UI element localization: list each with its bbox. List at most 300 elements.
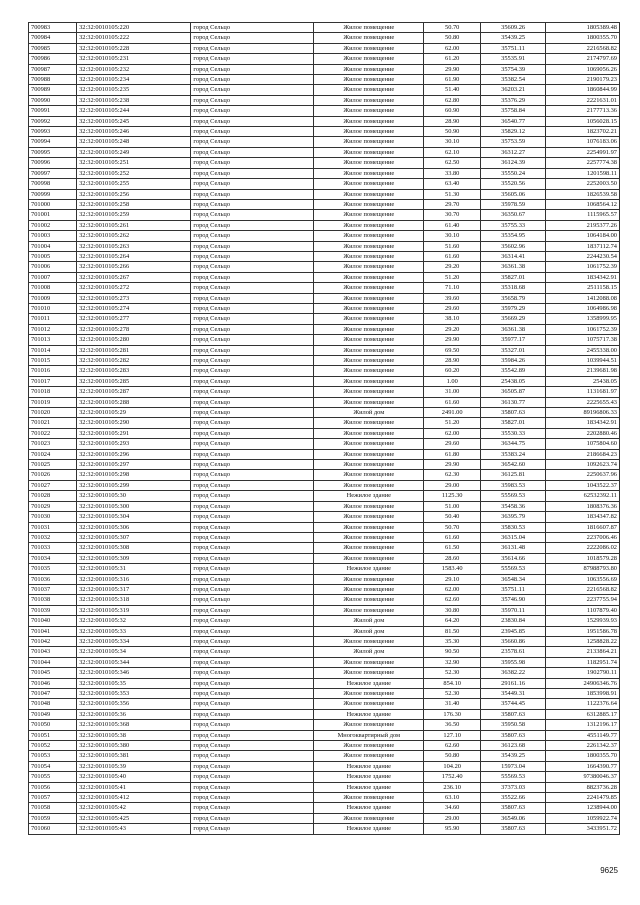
object-type-cell: Жилое помещение: [314, 522, 424, 532]
locality-cell: город Сельцо: [191, 616, 314, 626]
cadastral-value-cell: 25438.05: [546, 376, 620, 386]
cadastral-number-cell: 32:32:0010105:381: [77, 751, 191, 761]
cadastral-value-cell: 1837112.74: [546, 241, 620, 251]
table-row: [29, 33, 620, 43]
cadastral-number-cell: 32:32:0010105:41: [77, 782, 191, 792]
object-type-cell: Жилой дом: [314, 616, 424, 626]
row-number-cell: 701012: [29, 324, 77, 334]
table-row: [29, 793, 620, 803]
object-type-cell: Жилое помещение: [314, 168, 424, 178]
cadastral-value-cell: 1043522.37: [546, 480, 620, 490]
cadastral-value-cell: 2252003.50: [546, 179, 620, 189]
row-number-cell: 701023: [29, 439, 77, 449]
locality-cell: город Сельцо: [191, 636, 314, 646]
area-cell: 52.30: [424, 689, 481, 699]
cadastral-number-cell: 32:32:0010105:308: [77, 543, 191, 553]
area-cell: 51.00: [424, 501, 481, 511]
unit-value-cell: 35746.90: [481, 595, 546, 605]
area-cell: 30.80: [424, 605, 481, 615]
object-type-cell: Жилое помещение: [314, 33, 424, 43]
page-number: 9625: [600, 866, 618, 875]
cadastral-number-cell: 32:32:0010105:33: [77, 626, 191, 636]
unit-value-cell: 35754.39: [481, 64, 546, 74]
table-row: [29, 231, 620, 241]
cadastral-value-cell: 1092623.74: [546, 460, 620, 470]
cadastral-value-cell: 1823702.21: [546, 127, 620, 137]
unit-value-cell: 36125.81: [481, 470, 546, 480]
table-row: [29, 439, 620, 449]
row-number-cell: 701041: [29, 626, 77, 636]
cadastral-number-cell: 32:32:0010105:244: [77, 106, 191, 116]
area-cell: 29.60: [424, 439, 481, 449]
area-cell: 28.90: [424, 356, 481, 366]
unit-value-cell: 36130.77: [481, 397, 546, 407]
unit-value-cell: 35807.63: [481, 709, 546, 719]
area-cell: 63.10: [424, 793, 481, 803]
object-type-cell: Жилое помещение: [314, 480, 424, 490]
row-number-cell: 701022: [29, 428, 77, 438]
area-cell: 29.00: [424, 480, 481, 490]
locality-cell: город Сельцо: [191, 158, 314, 168]
locality-cell: город Сельцо: [191, 460, 314, 470]
unit-value-cell: 36203.21: [481, 85, 546, 95]
table-row: [29, 43, 620, 53]
unit-value-cell: 35807.63: [481, 730, 546, 740]
unit-value-cell: 35354.95: [481, 231, 546, 241]
unit-value-cell: 35979.29: [481, 303, 546, 313]
cadastral-value-cell: 1061752.39: [546, 262, 620, 272]
unit-value-cell: 35758.84: [481, 106, 546, 116]
locality-cell: город Сельцо: [191, 43, 314, 53]
area-cell: 29.20: [424, 324, 481, 334]
area-cell: 63.40: [424, 179, 481, 189]
unit-value-cell: 35439.25: [481, 33, 546, 43]
area-cell: 64.20: [424, 616, 481, 626]
table-row: [29, 303, 620, 313]
area-cell: 62.60: [424, 741, 481, 751]
unit-value-cell: 35744.45: [481, 699, 546, 709]
cadastral-number-cell: 32:32:0010105:264: [77, 251, 191, 261]
locality-cell: город Сельцо: [191, 741, 314, 751]
cadastral-number-cell: 32:32:0010105:309: [77, 553, 191, 563]
area-cell: 61.60: [424, 532, 481, 542]
row-number-cell: 701016: [29, 366, 77, 376]
unit-value-cell: 35535.91: [481, 54, 546, 64]
table-row: [29, 95, 620, 105]
unit-value-cell: 36123.68: [481, 741, 546, 751]
cadastral-number-cell: 32:32:0010105:222: [77, 33, 191, 43]
cadastral-value-cell: 3433951.72: [546, 824, 620, 834]
cadastral-value-cell: 1064184.00: [546, 231, 620, 241]
area-cell: 29.60: [424, 303, 481, 313]
cadastral-number-cell: 32:32:0010105:290: [77, 418, 191, 428]
object-type-cell: Жилое помещение: [314, 303, 424, 313]
object-type-cell: Жилое помещение: [314, 272, 424, 282]
cadastral-value-cell: 1063556.69: [546, 574, 620, 584]
area-cell: 1125.30: [424, 491, 481, 501]
cadastral-number-cell: 32:32:0010105:31: [77, 564, 191, 574]
unit-value-cell: 15973.04: [481, 761, 546, 771]
cadastral-number-cell: 32:32:0010105:296: [77, 449, 191, 459]
row-number-cell: 700998: [29, 179, 77, 189]
object-type-cell: Нежилое здание: [314, 761, 424, 771]
table-row: [29, 168, 620, 178]
area-cell: 62.60: [424, 595, 481, 605]
cadastral-value-cell: 2222086.02: [546, 543, 620, 553]
locality-cell: город Сельцо: [191, 262, 314, 272]
table-row: [29, 116, 620, 126]
object-type-cell: Нежилое здание: [314, 803, 424, 813]
locality-cell: город Сельцо: [191, 345, 314, 355]
cadastral-number-cell: 32:32:0010105:297: [77, 460, 191, 470]
area-cell: 28.60: [424, 553, 481, 563]
object-type-cell: Жилое помещение: [314, 127, 424, 137]
area-cell: 95.90: [424, 824, 481, 834]
cadastral-value-cell: 1312196.17: [546, 720, 620, 730]
cadastral-value-cell: 2221631.01: [546, 95, 620, 105]
table-row: [29, 241, 620, 251]
object-type-cell: Нежилое здание: [314, 709, 424, 719]
row-number-cell: 700993: [29, 127, 77, 137]
cadastral-value-cell: 2190179.23: [546, 75, 620, 85]
locality-cell: город Сельцо: [191, 137, 314, 147]
unit-value-cell: 35984.26: [481, 356, 546, 366]
object-type-cell: Жилое помещение: [314, 636, 424, 646]
cadastral-number-cell: 32:32:0010105:318: [77, 595, 191, 605]
cadastral-value-cell: 1075717.38: [546, 335, 620, 345]
object-type-cell: Жилое помещение: [314, 574, 424, 584]
area-cell: 50.80: [424, 33, 481, 43]
object-type-cell: Жилое помещение: [314, 595, 424, 605]
cadastral-number-cell: 32:32:0010105:36: [77, 709, 191, 719]
unit-value-cell: 35439.25: [481, 751, 546, 761]
table-row: [29, 210, 620, 220]
unit-value-cell: 35614.66: [481, 553, 546, 563]
table-row: [29, 709, 620, 719]
table-row: [29, 418, 620, 428]
table-row: [29, 408, 620, 418]
cadastral-number-cell: 32:32:0010105:317: [77, 584, 191, 594]
object-type-cell: Жилое помещение: [314, 179, 424, 189]
area-cell: 62.00: [424, 584, 481, 594]
area-cell: 51.60: [424, 241, 481, 251]
unit-value-cell: 36131.48: [481, 543, 546, 553]
cadastral-number-cell: 32:32:0010105:248: [77, 137, 191, 147]
object-type-cell: Жилое помещение: [314, 251, 424, 261]
table-row: [29, 345, 620, 355]
cadastral-value-table: [28, 22, 620, 835]
object-type-cell: Жилое помещение: [314, 85, 424, 95]
cadastral-number-cell: 32:32:0010105:252: [77, 168, 191, 178]
object-type-cell: Жилое помещение: [314, 314, 424, 324]
locality-cell: город Сельцо: [191, 512, 314, 522]
cadastral-number-cell: 32:32:0010105:316: [77, 574, 191, 584]
locality-cell: город Сельцо: [191, 553, 314, 563]
cadastral-value-cell: 1834342.91: [546, 272, 620, 282]
object-type-cell: Жилое помещение: [314, 147, 424, 157]
table-row: [29, 335, 620, 345]
object-type-cell: Жилое помещение: [314, 470, 424, 480]
object-type-cell: Жилое помещение: [314, 64, 424, 74]
table-row: [29, 376, 620, 386]
unit-value-cell: 25438.05: [481, 376, 546, 386]
row-number-cell: 701033: [29, 543, 77, 553]
area-cell: 61.80: [424, 449, 481, 459]
table-row: [29, 199, 620, 209]
object-type-cell: Жилое помещение: [314, 106, 424, 116]
locality-cell: город Сельцо: [191, 574, 314, 584]
cadastral-number-cell: 32:32:0010105:40: [77, 772, 191, 782]
row-number-cell: 701060: [29, 824, 77, 834]
object-type-cell: Жилое помещение: [314, 356, 424, 366]
locality-cell: город Сельцо: [191, 199, 314, 209]
locality-cell: город Сельцо: [191, 85, 314, 95]
cadastral-number-cell: 32:32:0010105:412: [77, 793, 191, 803]
unit-value-cell: 36382.22: [481, 668, 546, 678]
table-row: [29, 761, 620, 771]
object-type-cell: Нежилое здание: [314, 782, 424, 792]
unit-value-cell: 36542.60: [481, 460, 546, 470]
object-type-cell: Жилое помещение: [314, 137, 424, 147]
locality-cell: город Сельцо: [191, 231, 314, 241]
row-number-cell: 700983: [29, 23, 77, 33]
row-number-cell: 701049: [29, 709, 77, 719]
cadastral-number-cell: 32:32:0010105:232: [77, 64, 191, 74]
row-number-cell: 701027: [29, 480, 77, 490]
unit-value-cell: 35530.33: [481, 428, 546, 438]
locality-cell: город Сельцо: [191, 824, 314, 834]
cadastral-value-cell: 1182951.74: [546, 657, 620, 667]
unit-value-cell: 35830.53: [481, 522, 546, 532]
cadastral-number-cell: 32:32:0010105:235: [77, 85, 191, 95]
table-row: [29, 751, 620, 761]
cadastral-number-cell: 32:32:0010105:234: [77, 75, 191, 85]
row-number-cell: 701056: [29, 782, 77, 792]
table-row: [29, 647, 620, 657]
table-row: [29, 293, 620, 303]
cadastral-value-cell: 1064986.98: [546, 303, 620, 313]
cadastral-number-cell: 32:32:0010105:267: [77, 272, 191, 282]
locality-cell: город Сельцо: [191, 356, 314, 366]
area-cell: 61.90: [424, 75, 481, 85]
cadastral-number-cell: 32:32:0010105:255: [77, 179, 191, 189]
cadastral-value-cell: 1800355.70: [546, 33, 620, 43]
locality-cell: город Сельцо: [191, 397, 314, 407]
locality-cell: город Сельцо: [191, 127, 314, 137]
row-number-cell: 701040: [29, 616, 77, 626]
row-number-cell: 700990: [29, 95, 77, 105]
area-cell: 61.60: [424, 397, 481, 407]
object-type-cell: Жилое помещение: [314, 376, 424, 386]
unit-value-cell: 36505.87: [481, 387, 546, 397]
locality-cell: город Сельцо: [191, 303, 314, 313]
cadastral-value-cell: 1069056.26: [546, 64, 620, 74]
row-number-cell: 701039: [29, 605, 77, 615]
locality-cell: город Сельцо: [191, 751, 314, 761]
area-cell: 1752.40: [424, 772, 481, 782]
cadastral-table-container: [28, 22, 620, 835]
cadastral-number-cell: 32:32:0010105:353: [77, 689, 191, 699]
unit-value-cell: 35449.31: [481, 689, 546, 699]
row-number-cell: 701030: [29, 512, 77, 522]
object-type-cell: Жилое помещение: [314, 158, 424, 168]
cadastral-value-cell: 1826539.58: [546, 189, 620, 199]
cadastral-number-cell: 32:32:0010105:304: [77, 512, 191, 522]
row-number-cell: 701029: [29, 501, 77, 511]
unit-value-cell: 37373.03: [481, 782, 546, 792]
area-cell: 2491.00: [424, 408, 481, 418]
locality-cell: город Сельцо: [191, 283, 314, 293]
unit-value-cell: 55569.53: [481, 564, 546, 574]
cadastral-value-cell: 2241479.85: [546, 793, 620, 803]
object-type-cell: Жилое помещение: [314, 584, 424, 594]
table-row: [29, 220, 620, 230]
cadastral-value-cell: 1201598.11: [546, 168, 620, 178]
locality-cell: город Сельцо: [191, 501, 314, 511]
object-type-cell: Жилое помещение: [314, 241, 424, 251]
locality-cell: город Сельцо: [191, 709, 314, 719]
area-cell: 61.20: [424, 54, 481, 64]
cadastral-number-cell: 32:32:0010105:228: [77, 43, 191, 53]
cadastral-value-cell: 87988793.80: [546, 564, 620, 574]
object-type-cell: Жилое помещение: [314, 54, 424, 64]
cadastral-number-cell: 32:32:0010105:293: [77, 439, 191, 449]
area-cell: 30.10: [424, 231, 481, 241]
area-cell: 50.90: [424, 127, 481, 137]
area-cell: 32.90: [424, 657, 481, 667]
locality-cell: город Сельцо: [191, 116, 314, 126]
area-cell: 176.30: [424, 709, 481, 719]
unit-value-cell: 36361.38: [481, 324, 546, 334]
table-row: [29, 720, 620, 730]
row-number-cell: 701037: [29, 584, 77, 594]
area-cell: 50.70: [424, 522, 481, 532]
cadastral-number-cell: 32:32:0010105:30: [77, 491, 191, 501]
table-row: [29, 803, 620, 813]
row-number-cell: 701032: [29, 532, 77, 542]
object-type-cell: Жилое помещение: [314, 668, 424, 678]
table-row: [29, 397, 620, 407]
row-number-cell: 701036: [29, 574, 77, 584]
cadastral-number-cell: 32:32:0010105:306: [77, 522, 191, 532]
row-number-cell: 700996: [29, 158, 77, 168]
area-cell: 1583.40: [424, 564, 481, 574]
object-type-cell: Жилое помещение: [314, 512, 424, 522]
object-type-cell: Нежилое здание: [314, 772, 424, 782]
cadastral-value-cell: 1808376.36: [546, 501, 620, 511]
locality-cell: город Сельцо: [191, 678, 314, 688]
cadastral-number-cell: 32:32:0010105:43: [77, 824, 191, 834]
area-cell: 38.10: [424, 314, 481, 324]
object-type-cell: Жилое помещение: [314, 262, 424, 272]
cadastral-number-cell: 32:32:0010105:262: [77, 231, 191, 241]
table-row: [29, 699, 620, 709]
row-number-cell: 701020: [29, 408, 77, 418]
area-cell: 127.10: [424, 730, 481, 740]
row-number-cell: 700988: [29, 75, 77, 85]
row-number-cell: 701003: [29, 231, 77, 241]
row-number-cell: 701042: [29, 636, 77, 646]
locality-cell: город Сельцо: [191, 147, 314, 157]
cadastral-number-cell: 32:32:0010105:263: [77, 241, 191, 251]
locality-cell: город Сельцо: [191, 335, 314, 345]
unit-value-cell: 35327.01: [481, 345, 546, 355]
unit-value-cell: 35658.79: [481, 293, 546, 303]
unit-value-cell: 35983.53: [481, 480, 546, 490]
table-row: [29, 553, 620, 563]
unit-value-cell: 35807.63: [481, 408, 546, 418]
locality-cell: город Сельцо: [191, 793, 314, 803]
area-cell: 62.00: [424, 43, 481, 53]
object-type-cell: Жилое помещение: [314, 283, 424, 293]
unit-value-cell: 35807.63: [481, 803, 546, 813]
locality-cell: город Сельцо: [191, 605, 314, 615]
cadastral-number-cell: 32:32:0010105:368: [77, 720, 191, 730]
row-number-cell: 700999: [29, 189, 77, 199]
area-cell: 62.10: [424, 147, 481, 157]
unit-value-cell: 35542.89: [481, 366, 546, 376]
unit-value-cell: 35807.63: [481, 824, 546, 834]
cadastral-number-cell: 32:32:0010105:283: [77, 366, 191, 376]
cadastral-number-cell: 32:32:0010105:261: [77, 220, 191, 230]
row-number-cell: 701038: [29, 595, 77, 605]
object-type-cell: Жилой дом: [314, 408, 424, 418]
cadastral-value-cell: 1805389.48: [546, 23, 620, 33]
cadastral-value-cell: 2174797.69: [546, 54, 620, 64]
cadastral-value-cell: 1238944.00: [546, 803, 620, 813]
locality-cell: город Сельцо: [191, 387, 314, 397]
object-type-cell: Жилое помещение: [314, 345, 424, 355]
cadastral-number-cell: 32:32:0010105:344: [77, 657, 191, 667]
object-type-cell: Жилое помещение: [314, 657, 424, 667]
cadastral-number-cell: 32:32:0010105:307: [77, 532, 191, 542]
unit-value-cell: 55569.53: [481, 772, 546, 782]
area-cell: 51.30: [424, 189, 481, 199]
cadastral-number-cell: 32:32:0010105:38: [77, 730, 191, 740]
row-number-cell: 701010: [29, 303, 77, 313]
area-cell: 28.90: [424, 116, 481, 126]
cadastral-value-cell: 2216568.82: [546, 584, 620, 594]
object-type-cell: Жилое помещение: [314, 335, 424, 345]
cadastral-number-cell: 32:32:0010105:258: [77, 199, 191, 209]
cadastral-value-cell: 2186684.23: [546, 449, 620, 459]
cadastral-value-cell: 2244230.54: [546, 251, 620, 261]
unit-value-cell: 35609.26: [481, 23, 546, 33]
unit-value-cell: 36540.77: [481, 116, 546, 126]
locality-cell: город Сельцо: [191, 668, 314, 678]
table-row: [29, 179, 620, 189]
cadastral-number-cell: 32:32:0010105:272: [77, 283, 191, 293]
row-number-cell: 701009: [29, 293, 77, 303]
locality-cell: город Сельцо: [191, 54, 314, 64]
table-row: [29, 564, 620, 574]
object-type-cell: Жилое помещение: [314, 210, 424, 220]
area-cell: 30.10: [424, 137, 481, 147]
object-type-cell: Жилое помещение: [314, 189, 424, 199]
cadastral-value-cell: 2139681.98: [546, 366, 620, 376]
row-number-cell: 701046: [29, 678, 77, 688]
table-row: [29, 605, 620, 615]
locality-cell: город Сельцо: [191, 179, 314, 189]
cadastral-number-cell: 32:32:0010105:256: [77, 189, 191, 199]
table-row: [29, 574, 620, 584]
area-cell: 51.20: [424, 272, 481, 282]
area-cell: 29.90: [424, 64, 481, 74]
unit-value-cell: 36549.06: [481, 813, 546, 823]
area-cell: 39.60: [424, 293, 481, 303]
row-number-cell: 700997: [29, 168, 77, 178]
cadastral-value-cell: 1039944.51: [546, 356, 620, 366]
